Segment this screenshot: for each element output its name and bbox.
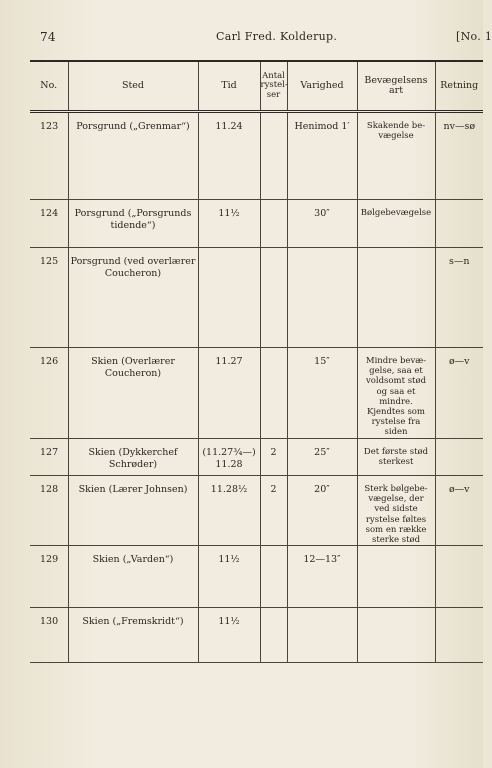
cell-antal <box>261 608 287 616</box>
cell-art: Sterk bølgebe-vægelse, der ved sidste rystelse føltes som en række sterke stød <box>364 484 428 545</box>
cell-antal <box>261 348 287 356</box>
cell-sted: Porsgrund (ved overlærer Coucheron) <box>70 256 196 279</box>
cell-no: 124 <box>40 208 59 219</box>
cell-antal <box>261 248 287 256</box>
table-row <box>30 248 483 348</box>
cell-sted: Skien (Lærer Johnsen) <box>78 484 188 495</box>
cell-sted: Porsgrund („Porsgrunds tidende“) <box>74 208 192 231</box>
cell-varighed: 12—13″ <box>303 554 341 566</box>
cell-antal <box>261 113 287 121</box>
cell-art: Det første stød sterkest <box>363 447 429 468</box>
cell-tid: (11.27¾—) 11.28 <box>202 447 256 470</box>
cell-art <box>358 248 435 256</box>
cell-art: Skakende be-vægelse <box>366 121 426 142</box>
cell-varighed: 30″ <box>314 208 330 219</box>
page-number: 74 <box>40 30 56 44</box>
cell-varighed: 15″ <box>314 356 330 367</box>
cell-retning: ø—v <box>448 356 470 367</box>
cell-art: Mindre bevæ-gelse, saa et voldsomt stød og saa et mindre. Kjendtes som rystelse fra siden <box>365 356 427 438</box>
cell-sted: Skien (Overlærer Coucheron) <box>91 356 175 379</box>
cell-tid: 11½ <box>218 554 240 566</box>
cell-tid <box>199 248 260 256</box>
cell-no: 129 <box>40 554 59 566</box>
table-row <box>30 546 483 608</box>
running-header: Carl Fred. Kolderup. <box>216 30 338 43</box>
cell-no: 123 <box>40 121 59 132</box>
cell-sted: Skien („Varden“) <box>92 554 174 566</box>
cell-no: 130 <box>40 616 59 628</box>
col-header-retning: Retning <box>435 61 483 112</box>
cell-antal <box>261 546 287 554</box>
col-header-sted: Sted <box>68 61 198 112</box>
table-header-row <box>30 61 483 112</box>
cell-retning: s—n <box>449 256 470 267</box>
cell-no: 128 <box>40 484 59 495</box>
cell-no: 125 <box>40 256 59 267</box>
cell-art <box>358 546 435 554</box>
cell-tid: 11½ <box>218 208 240 219</box>
cell-tid: 11.27 <box>215 356 243 367</box>
col-header-varighed: Varighed <box>287 61 357 112</box>
cell-no: 127 <box>40 447 59 458</box>
table-row <box>30 439 483 476</box>
cell-varighed: Henimod 1′ <box>294 121 350 132</box>
table-row <box>30 200 483 248</box>
col-header-tid: Tid <box>198 61 260 112</box>
col-header-antal: Antal rystel-ser <box>260 61 287 112</box>
col-header-no: No. <box>40 79 58 91</box>
cell-varighed: 20″ <box>314 484 330 495</box>
cell-art <box>358 608 435 616</box>
table-row <box>30 348 483 439</box>
cell-varighed: 25″ <box>314 447 330 458</box>
cell-sted: Skien („Fremskridt“) <box>82 616 184 628</box>
cell-retning: ø—v <box>448 484 470 495</box>
cell-retning <box>436 546 484 554</box>
cell-sted: Porsgrund („Grenmar“) <box>76 121 190 132</box>
cell-retning <box>436 200 484 208</box>
series-marker: [No. 1 <box>456 30 492 43</box>
cell-varighed <box>288 248 357 256</box>
cell-sted: Skien (Dykkerchef Schrøder) <box>88 447 178 470</box>
cell-retning <box>436 439 484 447</box>
cell-retning <box>436 608 484 616</box>
col-header-art: Bevægelsens art <box>357 61 435 112</box>
cell-no: 126 <box>40 356 59 367</box>
cell-art: Bølgebevægelse <box>360 208 432 218</box>
cell-antal: 2 <box>270 447 277 458</box>
table-row <box>30 112 483 200</box>
earthquake-observations-table <box>30 60 483 663</box>
cell-antal: 2 <box>270 484 277 495</box>
cell-varighed <box>288 608 357 616</box>
cell-antal <box>261 200 287 208</box>
cell-tid: 11.28½ <box>210 484 248 495</box>
cell-retning: nv—sø <box>443 121 476 132</box>
cell-tid: 11.24 <box>215 121 243 132</box>
table-row <box>30 476 483 546</box>
table-row <box>30 608 483 663</box>
cell-tid: 11½ <box>218 616 240 628</box>
